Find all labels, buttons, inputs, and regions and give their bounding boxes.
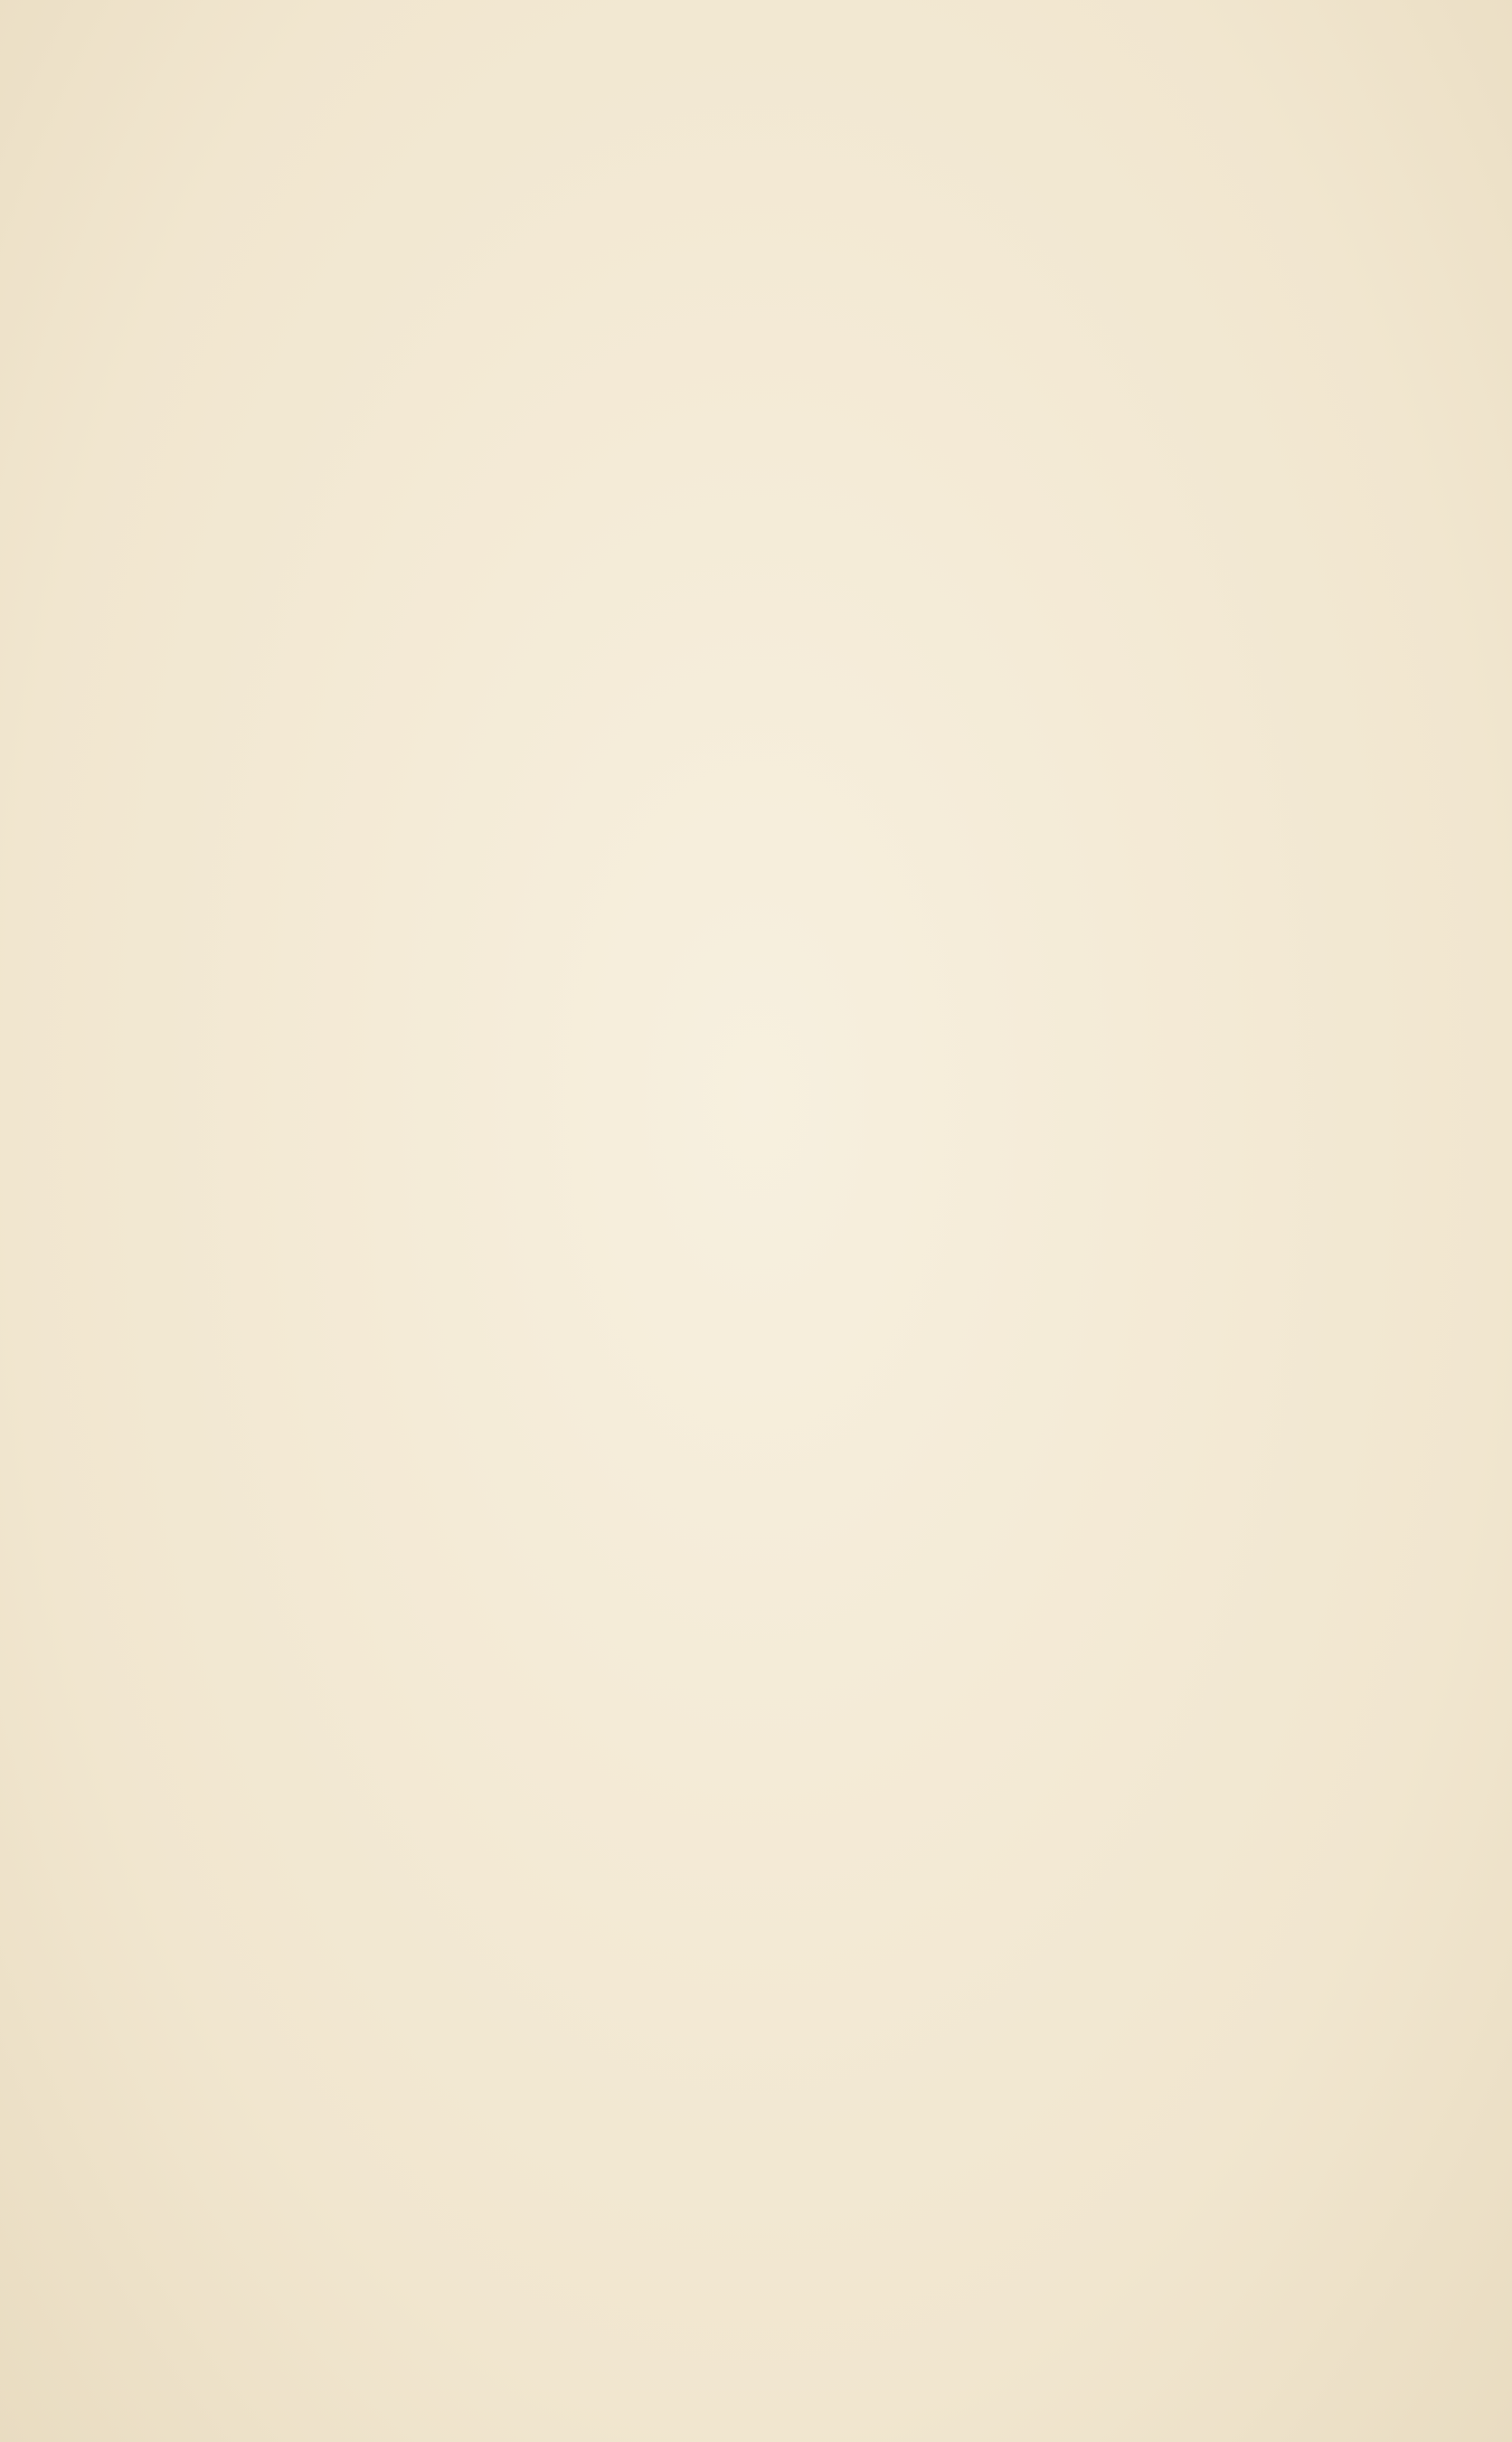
running-head (122, 150, 1415, 195)
